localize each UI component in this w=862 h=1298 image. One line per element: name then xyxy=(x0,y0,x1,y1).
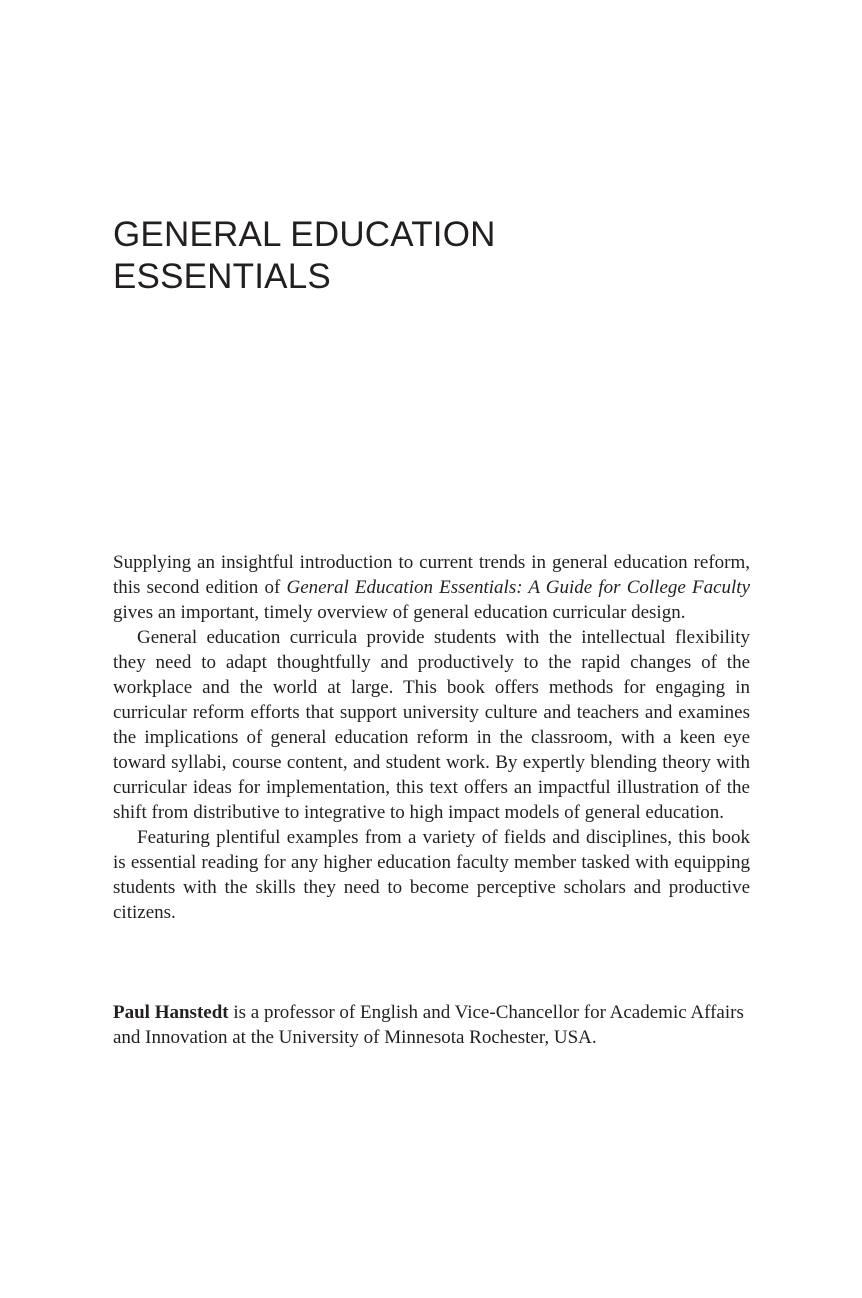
book-title xyxy=(113,214,753,298)
book-title-line-1: GENERAL EDUCATION xyxy=(113,215,496,254)
book-title-line-2: ESSENTIALS xyxy=(113,257,331,296)
description-paragraph-2: General education curricula provide students with the intellectual flexibility they need to adapt thoughtfully and productively to the rapid changes of the workplace and the world at large. This book offers methods for engaging in curricular reform efforts that support university culture and teachers and examines the implications of general education reform in the classroom, with a keen eye toward syllabi, course content, and student work. By expertly blending theory with curricular ideas for implementation, this text offers an impactful illustration of the shift from distributive to integrative to high impact models of general education. xyxy=(113,627,750,823)
description-book-title: General Education Essentials: A Guide for College Faculty xyxy=(286,577,750,598)
description-p1-intro: Supplying an insightful introduction to current trends in general education reform, this second edition of xyxy=(113,552,750,598)
author-bio xyxy=(113,1000,750,1050)
description-p1-rest: gives an important, timely overview of general education curricular design. xyxy=(113,602,686,623)
description-paragraph-3: Featuring plentiful examples from a variety of fields and disciplines, this book is essential reading for any higher education faculty member tasked with equipping students with the skills they need to become perceptive scholars and productive citizens. xyxy=(113,827,750,923)
book-description xyxy=(113,550,750,925)
author-name: Paul Hanstedt xyxy=(113,1002,229,1023)
description-paragraph-1 xyxy=(113,550,750,625)
author-bio-text: is a professor of English and Vice-Chancellor for Academic Affairs and Innovation at the University of Minnesota Rochester, USA. xyxy=(113,1002,744,1048)
